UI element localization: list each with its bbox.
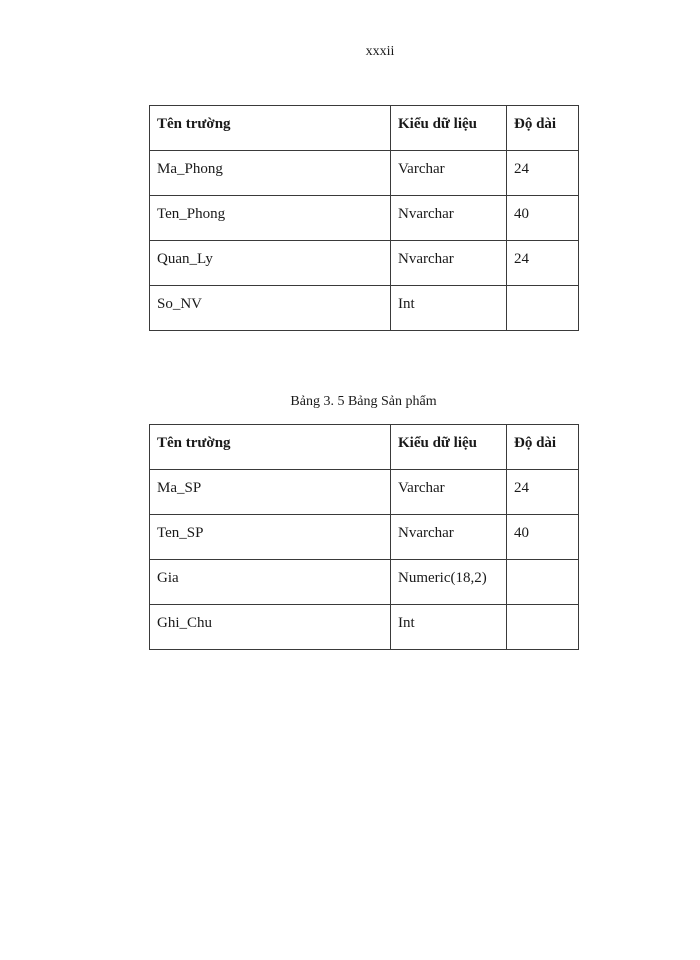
cell-length <box>507 605 579 650</box>
cell-length: 24 <box>507 241 579 286</box>
cell-field-name: Ten_Phong <box>150 196 391 241</box>
table-row <box>150 151 579 196</box>
table-header-row <box>150 106 579 151</box>
cell-length: 24 <box>507 151 579 196</box>
cell-length: 40 <box>507 515 579 560</box>
cell-field-name: Ma_SP <box>150 470 391 515</box>
header-data-type: Kiểu dữ liệu <box>391 106 507 151</box>
cell-length <box>507 560 579 605</box>
page-number: xxxii <box>365 44 395 59</box>
table-row <box>150 286 579 331</box>
cell-length: 24 <box>507 470 579 515</box>
cell-length: 40 <box>507 196 579 241</box>
cell-data-type: Nvarchar <box>391 241 507 286</box>
table-row <box>150 560 579 605</box>
table-san-pham <box>149 424 579 650</box>
cell-data-type: Varchar <box>391 470 507 515</box>
cell-field-name: Gia <box>150 560 391 605</box>
cell-data-type: Varchar <box>391 151 507 196</box>
table-caption: Bảng 3. 5 Bảng Sản phẩm <box>290 394 437 409</box>
table-row <box>150 515 579 560</box>
header-length: Độ dài <box>507 106 579 151</box>
cell-data-type: Int <box>391 286 507 331</box>
cell-field-name: Quan_Ly <box>150 241 391 286</box>
cell-data-type: Nvarchar <box>391 196 507 241</box>
cell-data-type: Int <box>391 605 507 650</box>
cell-field-name: Ten_SP <box>150 515 391 560</box>
cell-length <box>507 286 579 331</box>
cell-field-name: Ma_Phong <box>150 151 391 196</box>
table-row <box>150 605 579 650</box>
table-row <box>150 241 579 286</box>
header-field-name: Tên trường <box>150 425 391 470</box>
header-length: Độ dài <box>507 425 579 470</box>
cell-field-name: Ghi_Chu <box>150 605 391 650</box>
header-field-name: Tên trường <box>150 106 391 151</box>
table-header-row <box>150 425 579 470</box>
header-data-type: Kiểu dữ liệu <box>391 425 507 470</box>
cell-data-type: Numeric(18,2) <box>391 560 507 605</box>
cell-field-name: So_NV <box>150 286 391 331</box>
table-phong-ban <box>149 105 579 331</box>
table-row <box>150 196 579 241</box>
cell-data-type: Nvarchar <box>391 515 507 560</box>
table-row <box>150 470 579 515</box>
